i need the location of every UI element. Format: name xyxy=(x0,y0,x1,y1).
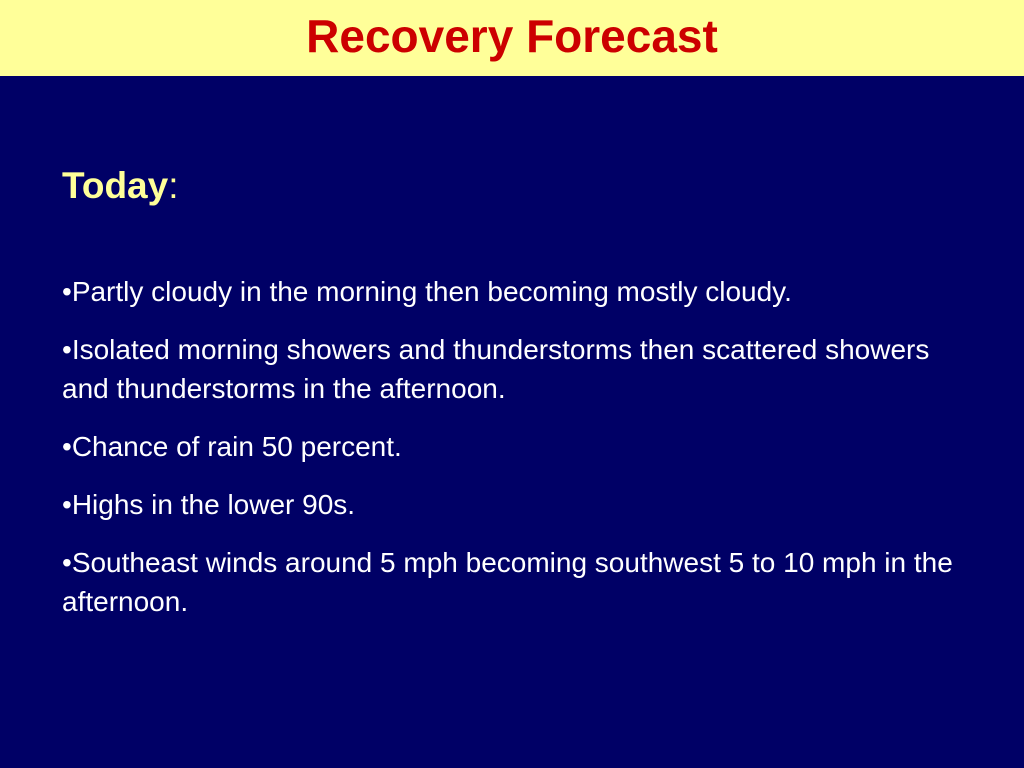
bullet-marker: • xyxy=(62,547,72,578)
section-heading xyxy=(62,164,179,208)
forecast-bullet xyxy=(62,427,962,466)
forecast-bullet-text: Southeast winds around 5 mph becoming southwest 5 to 10 mph in the afternoon. xyxy=(62,547,953,617)
forecast-bullet-text: Partly cloudy in the morning then becoming mostly cloudy. xyxy=(71,276,792,307)
bullet-marker: • xyxy=(62,431,72,462)
forecast-bullet xyxy=(62,272,962,311)
forecast-bullet-text: Highs in the lower 90s. xyxy=(71,489,356,520)
forecast-bullet-text: Isolated morning showers and thunderstorms then scattered showers and thunderstorms in the afternoon. xyxy=(62,334,930,404)
section-heading-colon: : xyxy=(168,165,179,206)
forecast-bullet xyxy=(62,330,962,408)
bullet-marker: • xyxy=(62,489,72,520)
slide-content xyxy=(0,76,1024,768)
slide-title: Recovery Forecast xyxy=(306,10,718,62)
bullet-marker: • xyxy=(62,276,72,307)
forecast-bullet xyxy=(62,543,962,621)
section-heading-word: Today xyxy=(62,165,169,206)
title-bar xyxy=(0,0,1024,76)
forecast-bullet xyxy=(62,485,962,524)
forecast-bullet-text: Chance of rain 50 percent. xyxy=(71,431,402,462)
bullet-marker: • xyxy=(62,334,72,365)
forecast-list xyxy=(62,272,962,640)
